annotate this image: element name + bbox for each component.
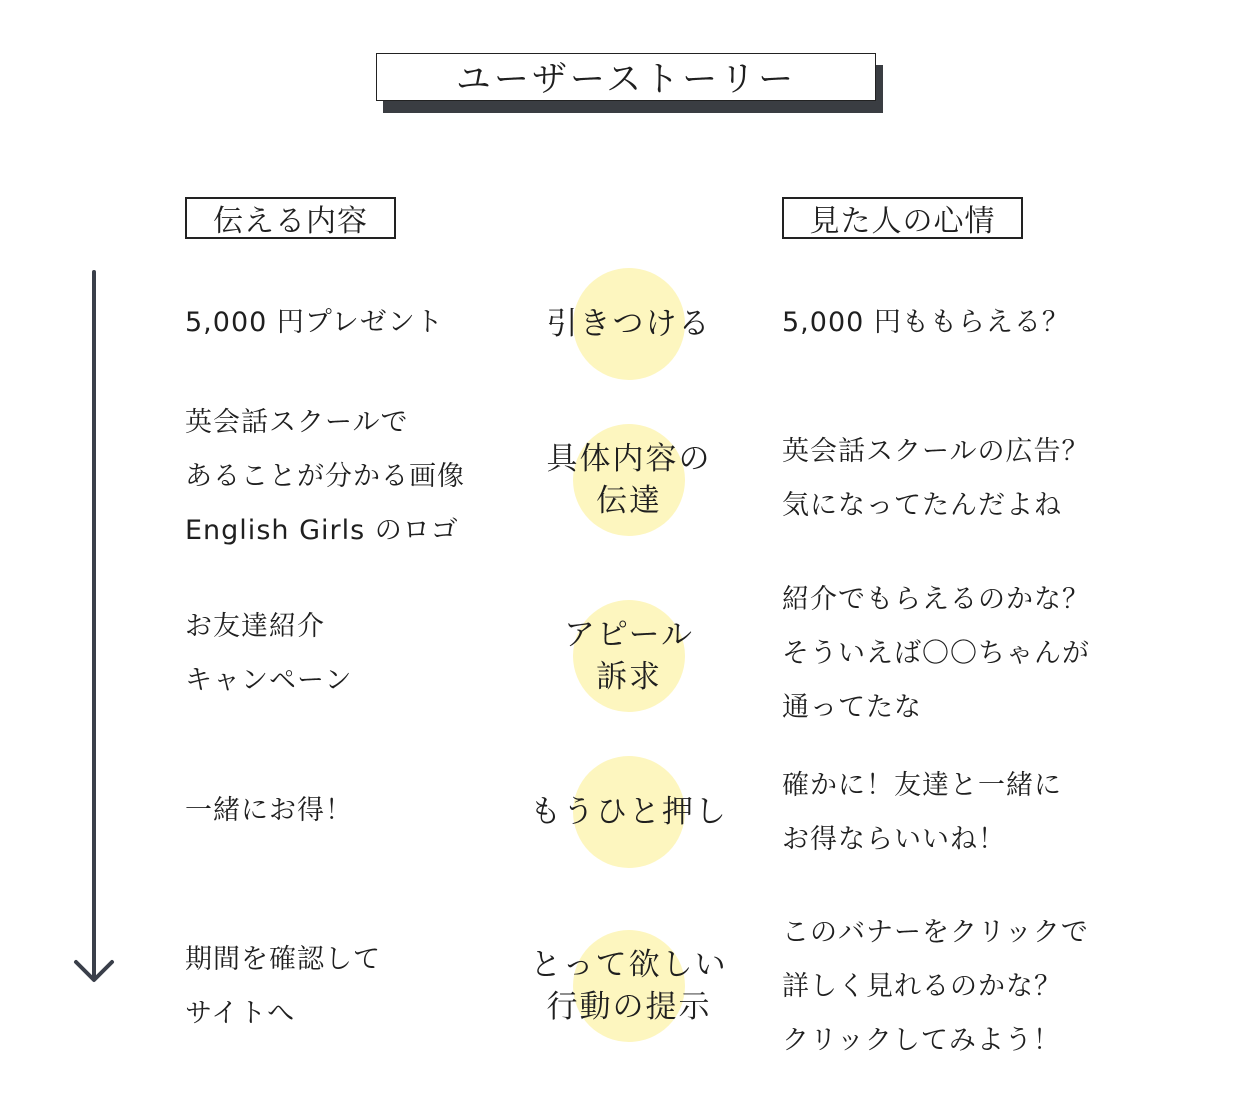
feeling-cell-4 — [782, 759, 1062, 867]
feeling-line: 5,000 円ももらえる？ — [782, 307, 1070, 338]
stage-label: 伝達 — [596, 483, 662, 519]
feeling-line: 詳しく見れるのかな？ — [782, 971, 1062, 1002]
stage-label: 具体内容の — [546, 441, 712, 477]
stage-5 — [509, 930, 749, 1042]
stage-label: アピール — [563, 617, 695, 653]
stage-2 — [509, 424, 749, 536]
content-line: 英会話スクールで — [185, 407, 409, 438]
content-line: サイトへ — [185, 998, 296, 1029]
content-cell-4 — [185, 784, 353, 838]
feeling-line: 英会話スクールの広告？ — [782, 436, 1090, 467]
feeling-line: 紹介でもらえるのかな？ — [782, 584, 1090, 615]
feeling-line: お得ならいいね！ — [782, 824, 1006, 855]
stage-4 — [509, 756, 749, 868]
content-line: English Girls のロゴ — [185, 515, 459, 546]
timeline-arrow — [72, 268, 116, 988]
content-line: キャンペーン — [185, 665, 353, 696]
feeling-cell-2 — [782, 425, 1089, 533]
feeling-cell-3 — [782, 573, 1090, 735]
stage-label: 行動の提示 — [546, 989, 712, 1025]
stage-label: とって欲しい — [530, 947, 728, 983]
header-feeling: 見た人の心情 — [782, 197, 1023, 239]
header-content: 伝える内容 — [185, 197, 396, 239]
page-title: ユーザーストーリー — [376, 53, 876, 101]
feeling-line: このバナーをクリックで — [782, 917, 1089, 948]
content-line: 一緒にお得！ — [185, 795, 353, 826]
feeling-cell-5 — [782, 906, 1089, 1068]
feeling-line: そういえば〇〇ちゃんが — [782, 638, 1090, 669]
title-banner — [376, 53, 876, 101]
content-line: 期間を確認して — [185, 944, 381, 975]
content-cell-1 — [185, 296, 444, 350]
content-cell-5 — [185, 933, 381, 1041]
feeling-line: 気になってたんだよね — [782, 490, 1062, 521]
stage-1 — [509, 268, 749, 380]
feeling-cell-1 — [782, 296, 1070, 350]
stage-label: もうひと押し — [530, 794, 728, 830]
feeling-line: 通ってたな — [782, 692, 922, 723]
content-line: お友達紹介 — [185, 611, 325, 642]
feeling-line: 確かに！友達と一緒に — [782, 770, 1062, 801]
stage-label: 訴求 — [596, 659, 662, 695]
stage-label: 引きつける — [546, 306, 712, 342]
content-line: あることが分かる画像 — [185, 461, 465, 492]
stage-3 — [509, 600, 749, 712]
content-cell-3 — [185, 600, 352, 708]
content-line: 5,000 円プレゼント — [185, 307, 444, 338]
content-cell-2 — [185, 396, 465, 558]
feeling-line: クリックしてみよう！ — [782, 1025, 1061, 1056]
